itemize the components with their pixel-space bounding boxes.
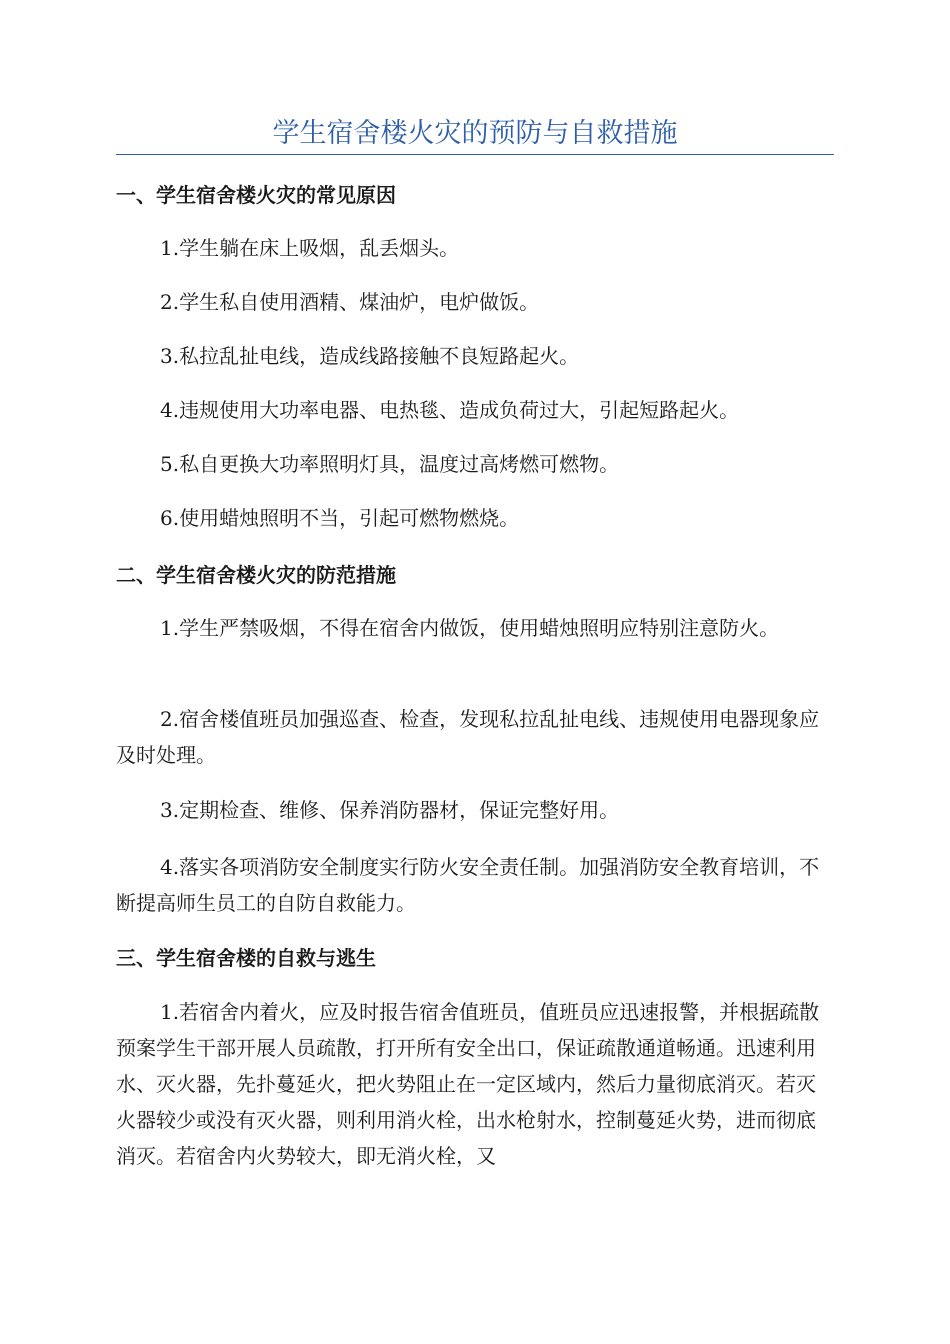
title-underline (116, 154, 834, 155)
list-item: 1.学生严禁吸烟，不得在宿舍内做饭，使用蜡烛照明应特别注意防火。 (160, 616, 780, 640)
section-heading-prevention: 二、学生宿舍楼火灾的防范措施 (116, 563, 396, 587)
list-item: 4.落实各项消防安全制度实行防火安全责任制。加强消防安全教育培训，不断提高师生员工的自防自救能力。 (116, 855, 820, 915)
list-item: 2.学生私自使用酒精、煤油炉，电炉做饭。 (160, 290, 540, 314)
list-item: 2.宿舍楼值班员加强巡查、检查，发现私拉乱扯电线、违规使用电器现象应及时处理。 (116, 707, 820, 767)
list-item: 1.学生躺在床上吸烟，乱丢烟头。 (160, 236, 460, 260)
list-item: 4.违规使用大功率电器、电热毯、造成负荷过大，引起短路起火。 (160, 398, 740, 422)
list-item: 1.若宿舍内着火，应及时报告宿舍值班员，值班员应迅速报警，并根据疏散预案学生干部开展人员疏散，打开所有安全出口，保证疏散通道畅通。迅速利用水、灭火器，先扑蔓延火，把火势阻止在一定区域内，然后力量彻底消灭。若灭火器较少或没有灭火器，则利用消火栓，出水枪射水，控制蔓延火势，进而彻底消灭。若宿舍内火势较大，即无消火栓，又 (116, 1000, 820, 1168)
document-title: 学生宿舍楼火灾的预防与自救措施 (272, 118, 678, 149)
list-item: 3.私拉乱扯电线，造成线路接触不良短路起火。 (160, 344, 580, 368)
list-item: 5.私自更换大功率照明灯具，温度过高烤燃可燃物。 (160, 452, 620, 476)
section-heading-causes: 一、学生宿舍楼火灾的常见原因 (116, 183, 396, 207)
list-item: 6.使用蜡烛照明不当，引起可燃物燃烧。 (160, 506, 520, 530)
list-item: 3.定期检查、维修、保养消防器材，保证完整好用。 (160, 798, 620, 822)
section-heading-self-rescue: 三、学生宿舍楼的自救与逃生 (116, 946, 376, 970)
